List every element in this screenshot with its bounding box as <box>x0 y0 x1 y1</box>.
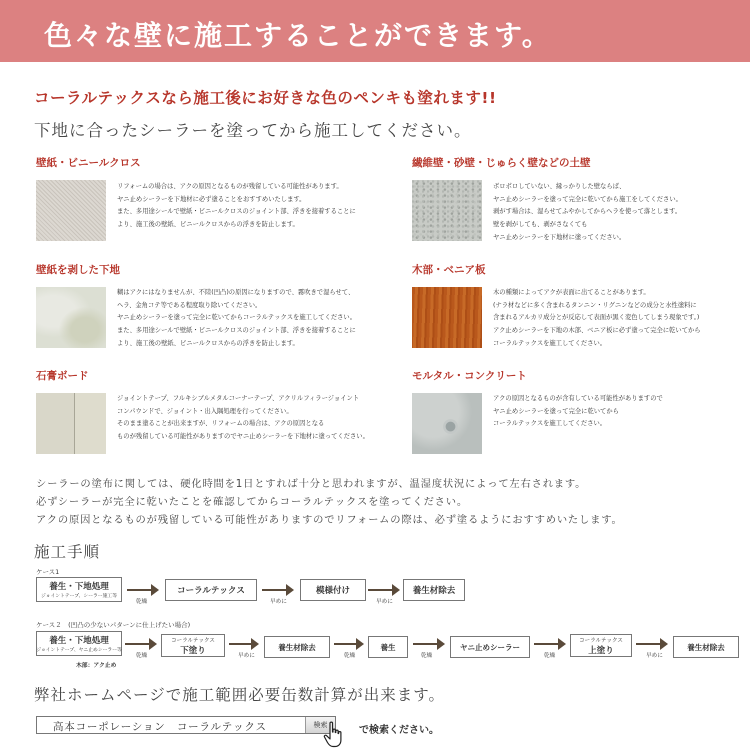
header-banner <box>0 0 750 62</box>
wood-plywood-swatch-image <box>412 287 482 348</box>
case2-step-masking <box>368 636 408 658</box>
case2-step-prep-sub: ジョイントテープ、ヤニ止めシーラー等 <box>36 648 122 653</box>
case2-step-sealer <box>450 636 530 658</box>
case1-step-pattern-label: 模様付け <box>315 586 350 596</box>
case2-step-remove-masking-2-label: 養生材除去 <box>687 642 725 652</box>
case1-step-remove-masking <box>403 579 465 601</box>
case2-arrow-5-label: 乾燥 <box>544 653 556 659</box>
case2-step-sealer-label: ヤニ止めシーラー <box>460 642 520 652</box>
case1-step-prep-label: 養生・下地処理 <box>49 582 109 592</box>
note-line-1: シーラーの塗布に関しては、硬化時間を1日とすれば十分と思われますが、温湿度状況によって左右されます。 <box>36 478 587 490</box>
case1-arrow-1-label: 乾燥 <box>136 599 148 605</box>
case2-arrow-6-label: 早めに <box>646 653 663 659</box>
case2-arrow-2-label: 早めに <box>238 653 255 659</box>
card-title-gypsum-board: 石膏ボード <box>36 370 89 382</box>
case2-step-topcoat <box>570 634 632 657</box>
earth-wall-swatch-image <box>412 180 482 241</box>
note-line-2: 必ずシーラーが完全に乾いたことを確認してからコーラルテックスを塗ってください。 <box>36 496 468 508</box>
case2-arrow-6 <box>636 638 668 650</box>
case2-step-remove-masking-1 <box>264 636 330 658</box>
case2-arrow-4-label: 乾燥 <box>421 653 433 659</box>
case1-step-coraltex-label: コーラルテックス <box>177 586 245 596</box>
headline: コーラルテックスなら施工後にお好きな色のペンキも塗れます!! <box>34 89 497 107</box>
case2-step-remove-masking-2 <box>673 636 739 658</box>
stripped-wall-swatch-image <box>36 287 106 348</box>
mortar-concrete-swatch-image <box>412 393 482 454</box>
case1-arrow-3 <box>368 584 400 596</box>
card-title-wood-plywood: 木部・ベニア板 <box>412 264 486 276</box>
case2-arrow-1 <box>125 638 157 650</box>
gypsum-board-swatch-image <box>36 393 106 454</box>
case2-arrow-1-label: 乾燥 <box>136 653 148 659</box>
case1-arrow-2 <box>262 584 294 596</box>
case2-step-masking-label: 養生 <box>380 642 396 652</box>
note-line-3: アクの原因となるものが残留している可能性がありますのでリフォームの際は、必ず塗るようにおすすめいたします。 <box>36 514 623 526</box>
case2-arrow-3-label: 乾燥 <box>344 653 356 659</box>
case1-step-pattern <box>300 579 366 601</box>
case2-step-prep-label: 養生・下地処理 <box>49 636 109 646</box>
case2-step-topcoat-top: コーラルテックス <box>579 637 623 644</box>
procedure-title: 施工手順 <box>34 543 101 561</box>
card-text-wood-plywood: 木の種類によってアクが表面に出てることがあります。 (ナラ材などに多く含まれるタンニン・リグニンなどの成分と水性塗料に 含まれるアルカリ成分とが反応して表面が黒く変色してしまう現象です。) アク止めシーラーを下地の木部、ベニア板に必ず塗って完全に乾いてから コーラルテックスを施工してください。 <box>493 289 701 347</box>
calc-title: 弊社ホームページで施工範囲必要缶数計算が出来ます。 <box>34 686 445 704</box>
case1-arrow-2-label: 早めに <box>270 599 287 605</box>
hand-cursor-icon <box>323 721 345 748</box>
search-button[interactable]: 検索 <box>305 717 335 733</box>
banner-title: 色々な壁に施工することができます。 <box>44 19 552 52</box>
case2-wood-note: 木部：アク止め <box>76 663 117 669</box>
card-text-gypsum-board: ジョイントテープ、フルキシブルメタルコーナーテープ、アクリルフィラージョイント コンパウンドで、ジョイント・出入隅処理を行ってください。 そのまま塗ることが出来ますが、リフォームの場合は、アクの原因となる ものが残留している可能性がありますのでヤニ止めシーラーを下地材に塗ってください。 <box>117 395 369 441</box>
case2-arrow-5 <box>534 638 566 650</box>
case1-step-prep <box>36 577 122 602</box>
case1-label: ケース1 <box>36 568 60 576</box>
case1-arrow-3-label: 早めに <box>376 599 393 605</box>
case2-step-topcoat-label: 上塗り <box>588 645 614 656</box>
case2-step-undercoat <box>161 634 225 657</box>
card-title-vinyl-cloth: 壁紙・ビニールクロス <box>36 157 141 169</box>
card-text-stripped-wall: 糊はアクにはなりませんが、不陸(凹凸)の原因になりますので、霧吹きで湿らせて、 ヘラ、金角コテ等である程度取り除いてください。 ヤニ止めシーラーを塗って完全に乾いてからコーラルテックスを施工してください。 また、多用途シールで壁紙・ビニールクロスのジョイント部、浮きを接着することに より、施工後の壁紙、ビニールクロスからの浮きを防止します。 <box>117 289 357 347</box>
case2-arrow-3 <box>334 638 364 650</box>
case1-step-prep-sub: ジョイントテープ、シーラー施工等 <box>40 594 118 599</box>
card-text-earth-wall: ボロボロしていない、縁っかりした壁ならば、 ヤニ止めシーラーを塗って完全に乾いてから施工をしてください。 剥がす場合は、湿らせてふやかしてからヘラを使って落とします。 壁を剥がしても、剥がさなくても ヤニ止めシーラーを下地材に塗ってください。 <box>493 183 682 241</box>
case2-step-undercoat-label: 下塗り <box>180 645 206 656</box>
case1-step-coraltex <box>165 579 257 601</box>
card-title-stripped-wall: 壁紙を剥した下地 <box>36 264 120 276</box>
search-input[interactable] <box>36 716 336 734</box>
vinyl-cloth-swatch-image <box>36 180 106 241</box>
card-title-earth-wall: 繊維壁・砂壁・じゅらく壁などの土壁 <box>412 157 591 169</box>
case2-label: ケース２ (凹凸の少ないパターンに仕上げたい場合) <box>36 621 191 629</box>
card-text-vinyl-cloth: リフォームの場合は、アクの原因となるものが残留している可能性があります。 ヤニ止めシーラーを下地材に必ず塗ることをおすすめいたします。 また、多用途シールで壁紙・ビニールクロスのジョイント部、浮きを接着することに より、施工後の壁紙、ビニールクロスからの浮きを防止します。 <box>117 183 356 229</box>
card-title-mortar-concrete: モルタル・コンクリート <box>412 370 527 382</box>
search-input-value: 高本コーポレーション コーラルテックス <box>53 721 267 733</box>
card-text-mortar-concrete: アクの原因となるものが含有している可能性がありますので ヤニ止めシーラーを塗って完全に乾いてから コーラルテックスを施工してください。 <box>493 395 663 428</box>
search-suffix: で検索ください。 <box>359 725 439 736</box>
case2-step-remove-masking-1-label: 養生材除去 <box>278 642 316 652</box>
subheading: 下地に合ったシーラーを塗ってから施工してください。 <box>34 121 472 140</box>
case2-arrow-2 <box>229 638 259 650</box>
case1-step-remove-masking-label: 養生材除去 <box>412 586 456 596</box>
case2-arrow-4 <box>413 638 445 650</box>
case2-step-prep <box>36 631 122 656</box>
case1-arrow-1 <box>127 584 159 596</box>
case2-step-undercoat-top: コーラルテックス <box>171 637 215 644</box>
